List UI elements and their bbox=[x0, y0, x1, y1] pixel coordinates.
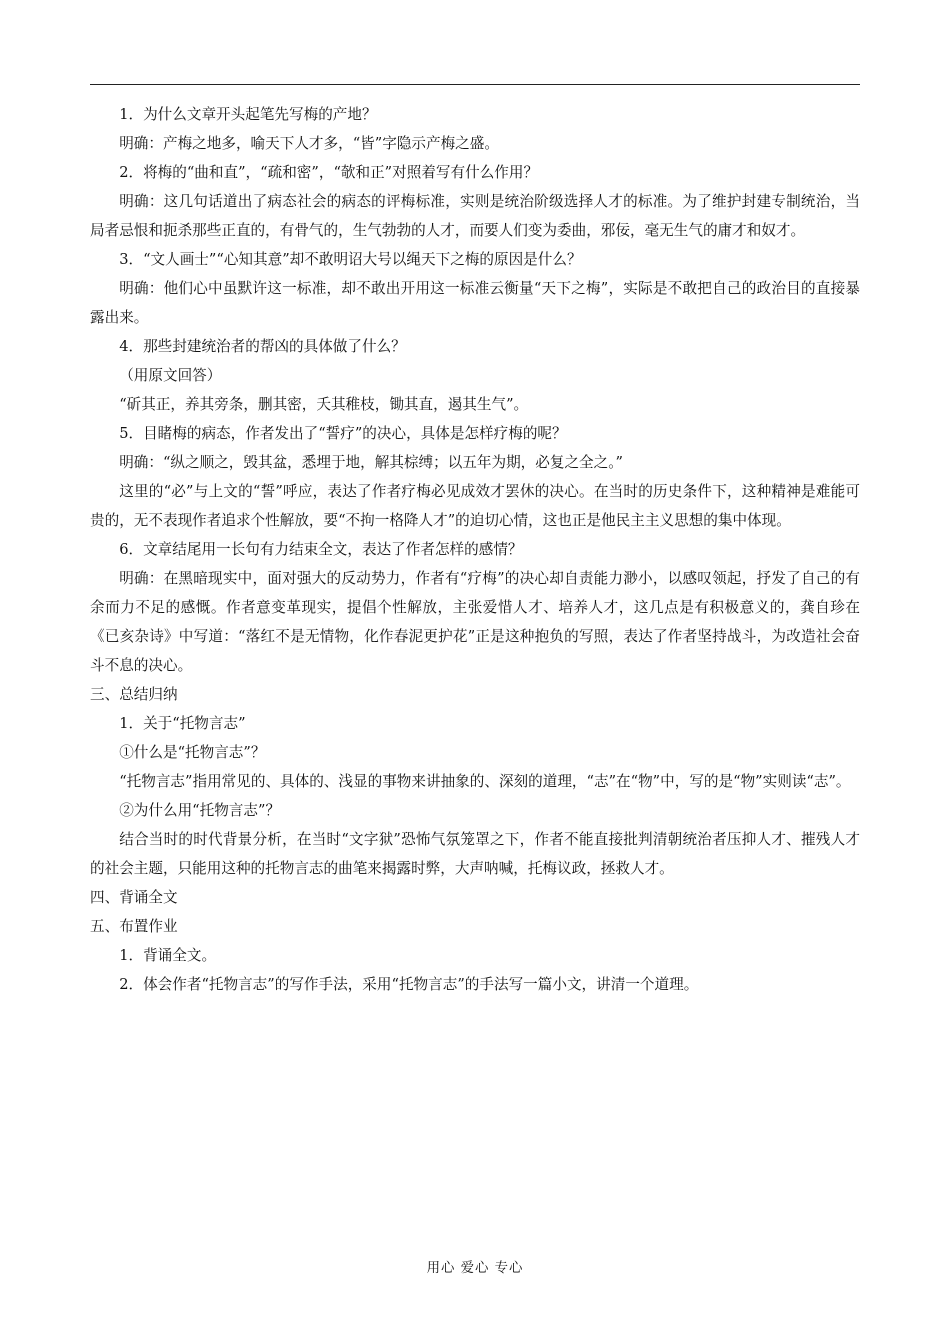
paragraph: “托物言志”指用常见的、具体的、浅显的事物来讲抽象的、深刻的道理，“志”在“物”中，写的是“物”实则读“志”。 bbox=[119, 773, 851, 790]
paragraph: ①什么是“托物言志”？ bbox=[119, 744, 266, 761]
paragraph: 明确：“纵之顺之，毁其盆，悉埋于地，解其棕缚；以五年为期，必复之全之。” bbox=[119, 454, 623, 471]
paragraph: 4．那些封建统治者的帮凶的具体做了什么？ bbox=[119, 338, 406, 355]
page-footer: 用心 爱心 专心 bbox=[426, 1261, 524, 1276]
paragraph: 5．目睹梅的病态，作者发出了“誓疗”的决心，具体是怎样疗梅的呢？ bbox=[119, 425, 567, 442]
paragraph: 结合当时的时代背景分析，在当时“文字狱”恐怖气氛笼罩之下，作者不能直接批判清朝统治者压抑人才、摧残人才的社会主题，只能用这种的托物言志的曲笔来揭露时弊，大声呐喊，托梅议政，拯救人才。 bbox=[90, 831, 860, 877]
paragraph: 明确：在黑暗现实中，面对强大的反动势力，作者有“疗梅”的决心却自责能力渺小，以感叹领起，抒发了自己的有余而力不足的感慨。作者意变革现实，提倡个性解放，主张爱惜人才、培养人才，这几点是有积极意义的，龚自珍在《已亥杂诗》中写道：“落红不是无情物，化作春泥更护花”正是这种抱负的写照，表达了作者坚持战斗，为改造社会奋斗不息的决心。 bbox=[90, 570, 860, 674]
paragraph: 3．“文人画士”“心知其意”却不敢明诏大号以绳天下之梅的原因是什么？ bbox=[119, 251, 582, 268]
paragraph: 明确：产梅之地多，喻天下人才多，“皆”字隐示产梅之盛。 bbox=[119, 135, 499, 152]
paragraph: ②为什么用“托物言志”？ bbox=[119, 802, 281, 819]
document-body bbox=[90, 100, 860, 999]
paragraph: 明确：这几句话道出了病态社会的病态的评梅标准，实则是统治阶级选择人才的标准。为了维护封建专制统治，当局者忌恨和扼杀那些正直的，有骨气的，生气勃勃的人才，而要人们变为委曲，邪佞，毫无生气的庸才和奴才。 bbox=[90, 193, 860, 239]
section-heading: 四、背诵全文 bbox=[90, 889, 178, 906]
paragraph: 这里的“必”与上文的“誓”呼应，表达了作者疗梅必见成效才罢休的决心。在当时的历史条件下，这种精神是难能可贵的，无不表现作者追求个性解放，要“不拘一格降人才”的迫切心情，这也正是他民主主义思想的集中体现。 bbox=[90, 483, 860, 529]
paragraph: 2．体会作者“托物言志”的写作手法，采用“托物言志”的手法写一篇小文，讲清一个道理。 bbox=[119, 976, 699, 993]
paragraph: 1．背诵全文。 bbox=[119, 947, 217, 964]
paragraph: 2．将梅的“曲和直”，“疏和密”，“欹和正”对照着写有什么作用？ bbox=[119, 164, 539, 181]
section-heading: 五、布置作业 bbox=[90, 918, 178, 935]
section-heading: 三、总结归纳 bbox=[90, 686, 178, 703]
header-rule bbox=[90, 84, 860, 85]
paragraph: （用原文回答） bbox=[119, 367, 222, 384]
paragraph: 1．为什么文章开头起笔先写梅的产地？ bbox=[119, 106, 377, 123]
paragraph: 明确：他们心中虽默许这一标准，却不敢出开用这一标准云衡量“天下之梅”，实际是不敢把自己的政治目的直接暴露出来。 bbox=[90, 280, 860, 326]
paragraph: 6．文章结尾用一长句有力结束全文，表达了作者怎样的感情？ bbox=[119, 541, 523, 558]
paragraph: 1．关于“托物言志” bbox=[119, 715, 246, 732]
paragraph: “斫其正，养其旁条，删其密，夭其稚枝，锄其直，遏其生气”。 bbox=[119, 396, 529, 413]
